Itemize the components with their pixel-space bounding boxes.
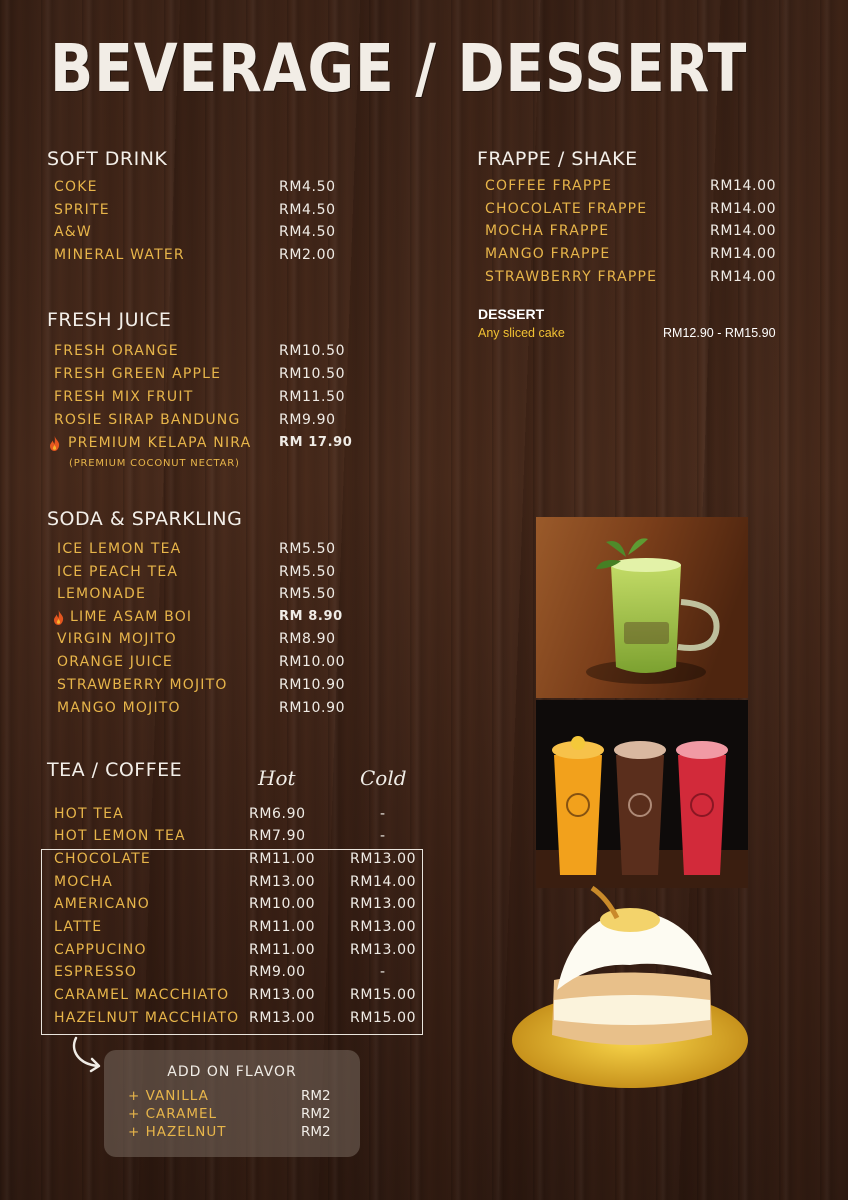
- item-name: ROSIE SIRAP BANDUNG: [54, 412, 241, 428]
- item-name: COKE: [54, 179, 98, 195]
- cold-price: RM14.00: [350, 874, 417, 890]
- soft-drink-heading: SOFT DRINK: [47, 148, 168, 170]
- item-price: RM 17.90: [279, 435, 353, 450]
- item-price: RM9.90: [279, 412, 336, 428]
- item-name: MOCHA: [54, 874, 113, 890]
- curved-arrow-icon: [68, 1036, 108, 1074]
- item-price: RM14.00: [710, 201, 777, 217]
- soda-heading: SODA & SPARKLING: [47, 508, 243, 530]
- item-price: RM4.50: [279, 202, 336, 218]
- addon-heading: ADD ON FLAVOR: [167, 1064, 297, 1080]
- addon-item: + VANILLA: [128, 1088, 209, 1104]
- item-name: HAZELNUT MACCHIATO: [54, 1010, 240, 1026]
- frappe-photo: [536, 700, 748, 888]
- cold-price: RM13.00: [350, 942, 417, 958]
- addon-price: RM2: [301, 1124, 331, 1140]
- frappe-heading: FRAPPE / SHAKE: [477, 148, 638, 170]
- item-price: RM10.90: [279, 700, 346, 716]
- item-name: ICE PEACH TEA: [57, 564, 179, 580]
- item-name: CAPPUCINO: [54, 942, 147, 958]
- item-price: RM11.50: [279, 389, 346, 405]
- cold-price: RM13.00: [350, 851, 417, 867]
- item-price: RM5.50: [279, 586, 336, 602]
- item-price: RM 8.90: [279, 609, 343, 624]
- item-name: LATTE: [54, 919, 103, 935]
- dessert-heading: DESSERT: [478, 306, 545, 322]
- addon-panel: [104, 1050, 360, 1157]
- tea-coffee-heading: TEA / COFFEE: [47, 759, 183, 781]
- item-name: HOT TEA: [54, 806, 124, 822]
- hot-price: RM13.00: [249, 1010, 316, 1026]
- hot-label: Hot: [258, 766, 296, 790]
- dessert-price: RM12.90 - RM15.90: [663, 326, 776, 340]
- item-price: RM14.00: [710, 178, 777, 194]
- addon-item: + HAZELNUT: [128, 1124, 227, 1140]
- cold-label: Cold: [360, 766, 407, 790]
- item-price: RM14.00: [710, 223, 777, 239]
- item-price: RM10.00: [279, 654, 346, 670]
- item-name: HOT LEMON TEA: [54, 828, 186, 844]
- item-name: LIME ASAM BOI: [70, 609, 193, 625]
- item-price: RM10.90: [279, 677, 346, 693]
- fire-icon: [49, 436, 60, 451]
- addon-price: RM2: [301, 1106, 331, 1122]
- item-price: RM10.50: [279, 366, 346, 382]
- item-name: CHOCOLATE: [54, 851, 151, 867]
- fire-icon: [53, 610, 64, 625]
- item-price: RM14.00: [710, 269, 777, 285]
- item-name: FRESH ORANGE: [54, 343, 179, 359]
- item-price: RM14.00: [710, 246, 777, 262]
- page-title: BEVERAGE / DESSERT: [50, 30, 748, 107]
- item-name: CHOCOLATE FRAPPE: [485, 201, 648, 217]
- item-price: RM10.50: [279, 343, 346, 359]
- item-name: FRESH MIX FRUIT: [54, 389, 194, 405]
- item-name: ORANGE JUICE: [57, 654, 173, 670]
- item-name: STRAWBERRY FRAPPE: [485, 269, 658, 285]
- item-price: RM5.50: [279, 541, 336, 557]
- item-name: SPRITE: [54, 202, 110, 218]
- hot-price: RM9.00: [249, 964, 306, 980]
- frappe-glasses-image: [536, 700, 748, 888]
- hot-price: RM13.00: [249, 987, 316, 1003]
- mojito-photo: [536, 517, 748, 698]
- item-name: A&W: [54, 224, 92, 240]
- cold-price: -: [380, 806, 386, 822]
- hot-price: RM11.00: [249, 942, 316, 958]
- premium-note: (PREMIUM COCONUT NECTAR): [69, 458, 240, 469]
- item-name: ICE LEMON TEA: [57, 541, 182, 557]
- cold-price: RM13.00: [350, 896, 417, 912]
- item-price: RM5.50: [279, 564, 336, 580]
- cold-price: -: [380, 828, 386, 844]
- cold-price: RM15.00: [350, 1010, 417, 1026]
- hot-price: RM6.90: [249, 806, 306, 822]
- hot-price: RM11.00: [249, 919, 316, 935]
- item-name: LEMONADE: [57, 586, 147, 602]
- item-name: MINERAL WATER: [54, 247, 185, 263]
- item-price: RM4.50: [279, 224, 336, 240]
- hot-price: RM10.00: [249, 896, 316, 912]
- cold-price: RM15.00: [350, 987, 417, 1003]
- hot-price: RM11.00: [249, 851, 316, 867]
- cold-price: -: [380, 964, 386, 980]
- addon-item: + CARAMEL: [128, 1106, 218, 1122]
- fresh-juice-heading: FRESH JUICE: [47, 309, 172, 331]
- item-price: RM8.90: [279, 631, 336, 647]
- cold-price: RM13.00: [350, 919, 417, 935]
- item-price: RM4.50: [279, 179, 336, 195]
- item-name: STRAWBERRY MOJITO: [57, 677, 228, 693]
- item-name: MOCHA FRAPPE: [485, 223, 610, 239]
- dessert-item: Any sliced cake: [478, 326, 565, 340]
- hot-price: RM13.00: [249, 874, 316, 890]
- item-name: MANGO MOJITO: [57, 700, 181, 716]
- mojito-glass-image: [536, 517, 748, 698]
- item-name: ESPRESSO: [54, 964, 138, 980]
- item-name: FRESH GREEN APPLE: [54, 366, 222, 382]
- item-name: MANGO FRAPPE: [485, 246, 611, 262]
- addon-price: RM2: [301, 1088, 331, 1104]
- item-price: RM2.00: [279, 247, 336, 263]
- cake-image: [512, 880, 748, 1090]
- item-name: CARAMEL MACCHIATO: [54, 987, 230, 1003]
- item-name: AMERICANO: [54, 896, 151, 912]
- item-name: COFFEE FRAPPE: [485, 178, 613, 194]
- item-name: PREMIUM KELAPA NIRA: [68, 435, 252, 451]
- hot-price: RM7.90: [249, 828, 306, 844]
- item-name: VIRGIN MOJITO: [57, 631, 177, 647]
